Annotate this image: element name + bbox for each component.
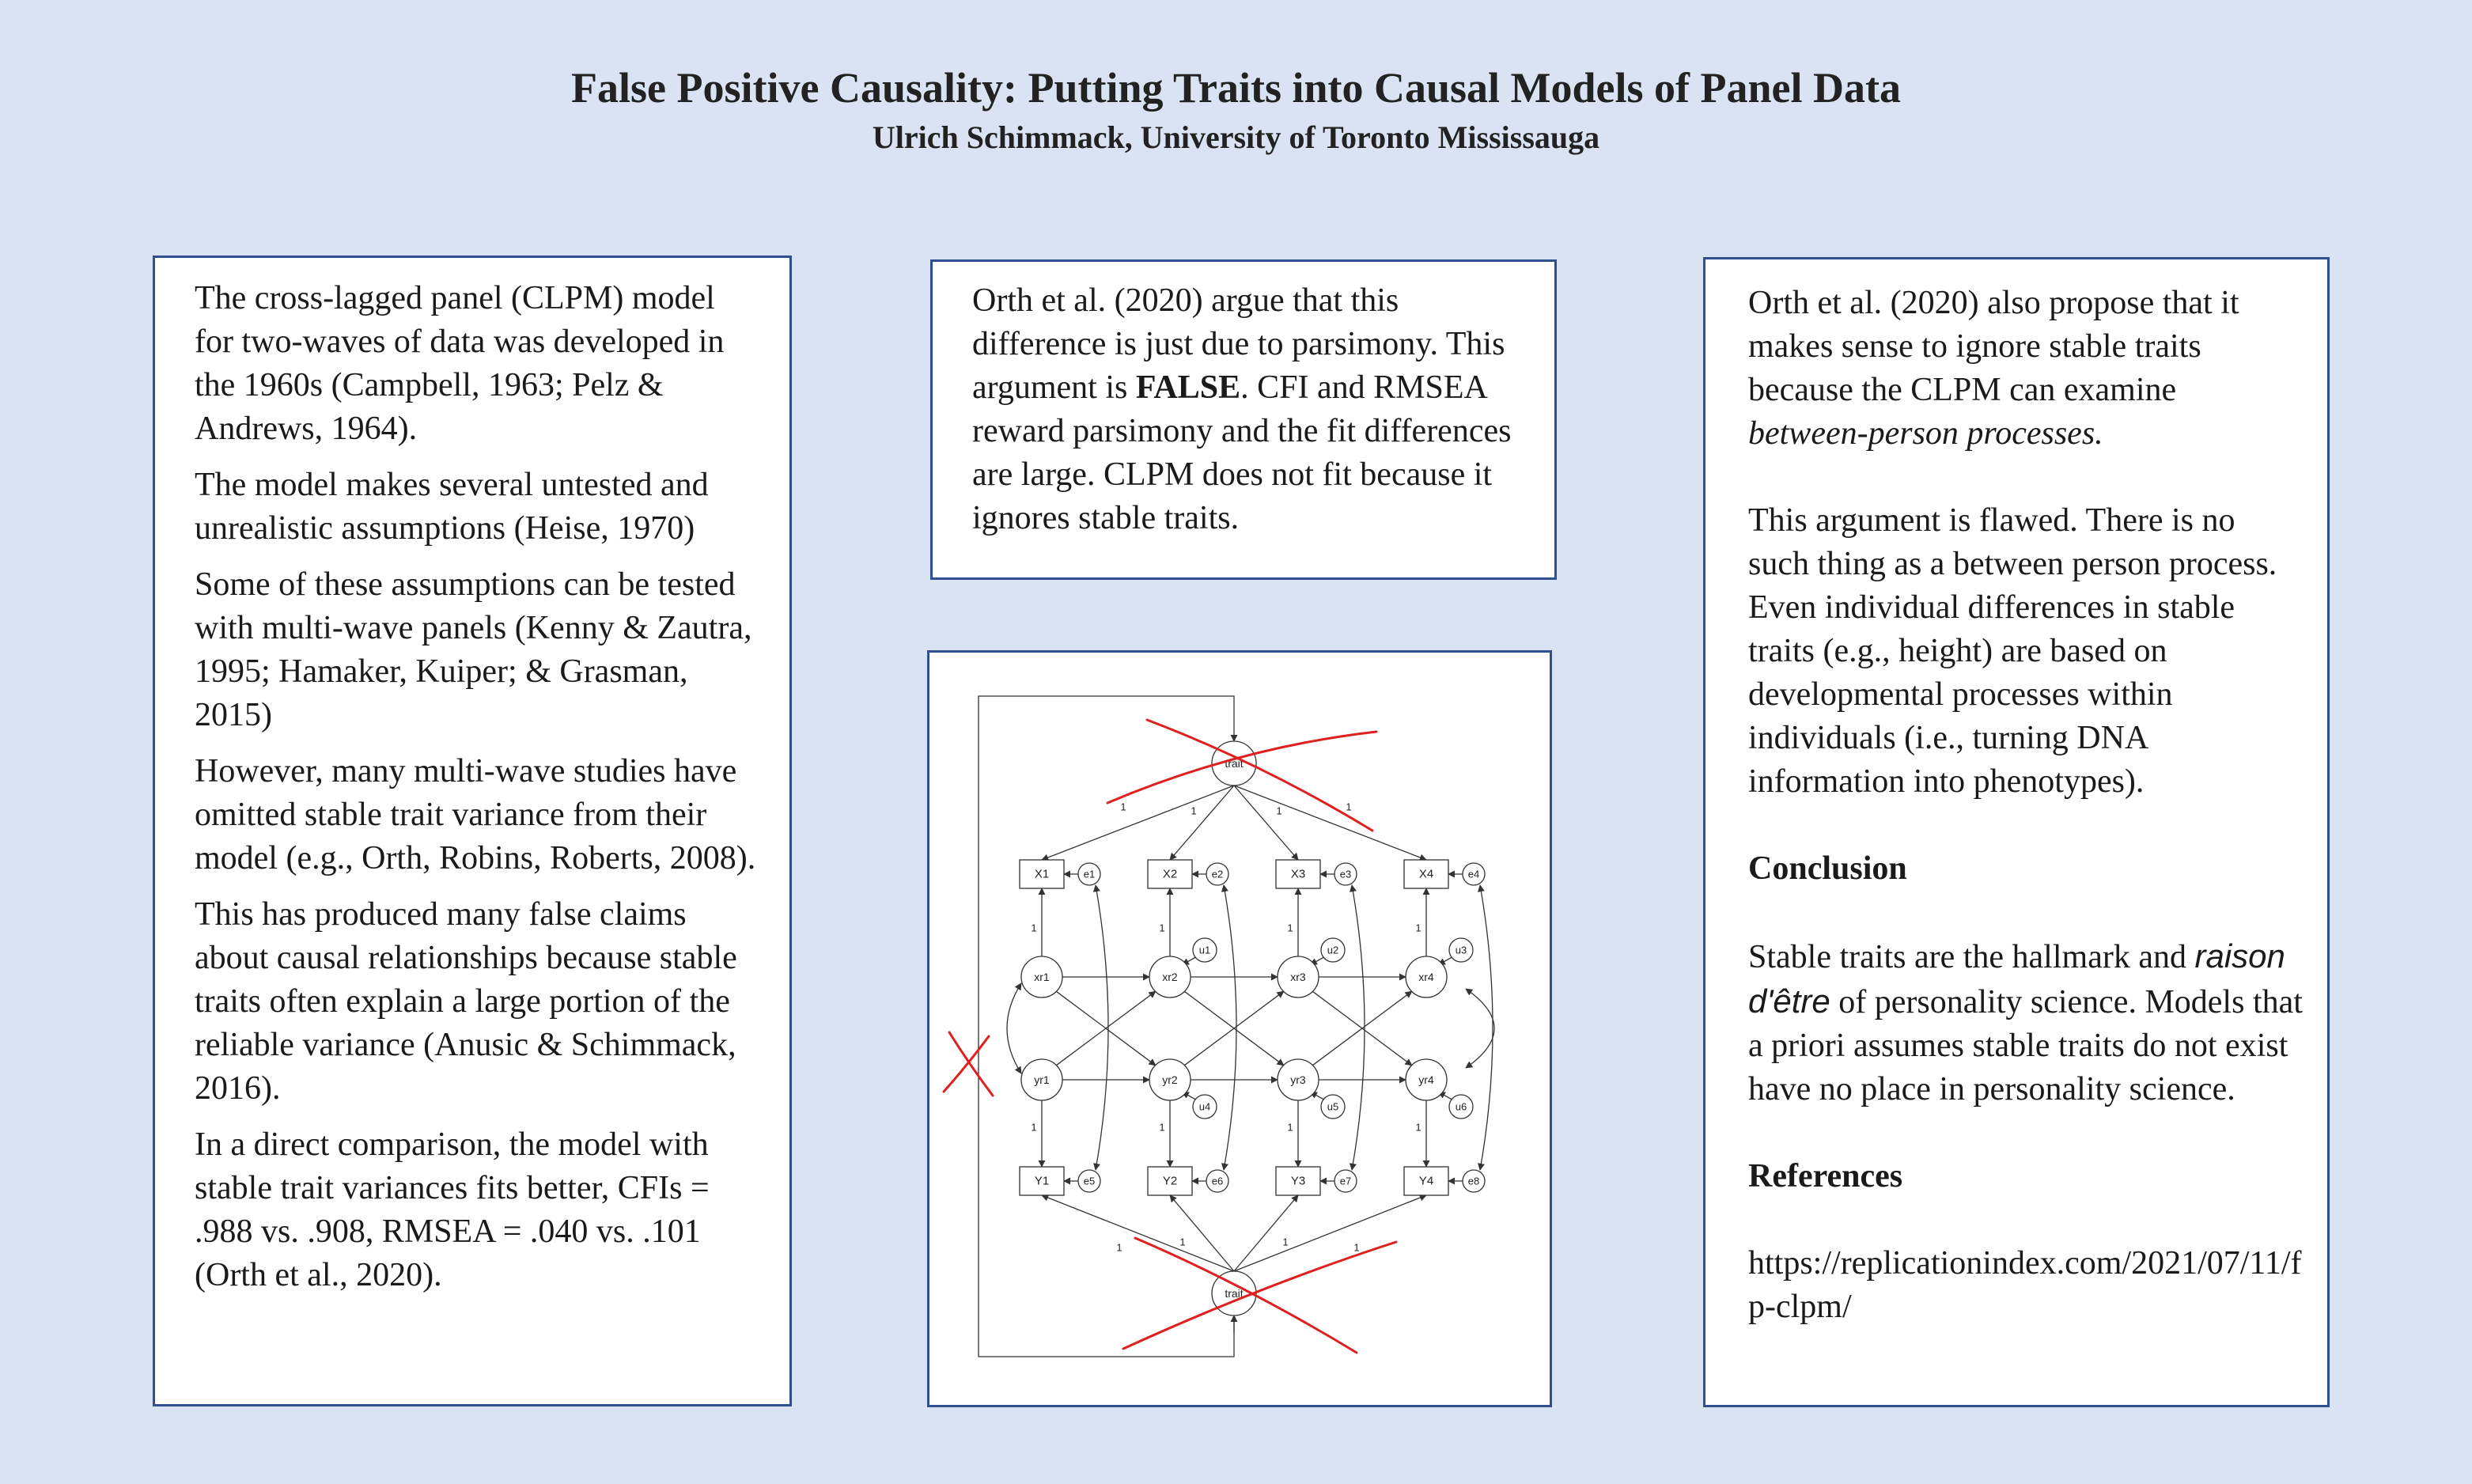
trait-loading-y bbox=[1234, 1195, 1298, 1271]
loading-label: 1 bbox=[1287, 922, 1293, 934]
indicator-y-label: Y3 bbox=[1290, 1174, 1306, 1188]
factor-xr-label: xr4 bbox=[1418, 971, 1434, 983]
loading-label: 1 bbox=[1120, 801, 1126, 813]
loading-label: 1 bbox=[1031, 1121, 1037, 1134]
cross-mark-bottom bbox=[1123, 1242, 1396, 1349]
indicator-y-label: Y2 bbox=[1162, 1174, 1178, 1188]
loading-label: 1 bbox=[1415, 1121, 1421, 1134]
residual-x-label: e3 bbox=[1339, 868, 1352, 880]
disturbance-y-label: u4 bbox=[1198, 1100, 1211, 1113]
middle-text-start: Orth et al. (2020) argue that this difference is just due to parsimony. This argument is bbox=[972, 282, 1505, 406]
loading-label: 1 bbox=[1191, 804, 1197, 817]
left-panel bbox=[153, 256, 792, 1406]
conclusion-text-end: of personality science. Models that a priori assumes stable traits do not exist have no place in personality science. bbox=[1748, 984, 2303, 1107]
false-emphasis: FALSE bbox=[1135, 369, 1241, 406]
conclusion-heading: Conclusion bbox=[1748, 850, 1907, 887]
middle-paragraph bbox=[972, 279, 1531, 540]
left-paragraph: However, many multi-wave studies have omitted stable trait variance from their model (e.g., Orth, Robins, Roberts, 2008). bbox=[195, 753, 756, 876]
residual-x-label: e1 bbox=[1083, 868, 1096, 880]
trait-loading-y bbox=[1042, 1195, 1234, 1271]
loading-label: 1 bbox=[1159, 1121, 1165, 1134]
cross-mark-left bbox=[944, 1036, 989, 1092]
left-paragraph: The cross-lagged panel (CLPM) model for two-waves of data was developed in the 1960s (Campbell, 1963; Pelz & Andrews, 1964). bbox=[195, 280, 725, 447]
factor-xr-label: xr3 bbox=[1290, 971, 1306, 983]
loading-label: 1 bbox=[1179, 1236, 1186, 1248]
left-paragraph: This has produced many false claims about causal relationships because stable traits often explain a large portion of the reliable variance (Anusic & Schimmack, 2016). bbox=[195, 896, 737, 1107]
factor-xr-label: xr1 bbox=[1034, 971, 1050, 983]
factor-yr-label: yr3 bbox=[1290, 1073, 1306, 1086]
right-p1-italic: between-person processes. bbox=[1748, 415, 2103, 452]
trait-factor-bottom-label: trait bbox=[1225, 1287, 1244, 1300]
left-paragraph: Some of these assumptions can be tested with multi-wave panels (Kenny & Zautra, 1995; Hamaker, Kuiper; & Grasman, 2015) bbox=[195, 566, 752, 733]
right-p1-text: Orth et al. (2020) also propose that it makes sense to ignore stable traits because the CLPM can examine bbox=[1748, 285, 2239, 408]
right-panel bbox=[1703, 257, 2330, 1407]
reference-link[interactable]: https://replicationindex.com/2021/07/11/fp-clpm/ bbox=[1748, 1245, 2302, 1325]
residual-y-label: e7 bbox=[1339, 1175, 1352, 1187]
trait-factor-top-label: trait bbox=[1225, 757, 1244, 770]
residual-y-label: e8 bbox=[1467, 1175, 1480, 1187]
trait-loading-x bbox=[1234, 786, 1298, 860]
poster-author: Ulrich Schimmack, University of Toronto Mississauga bbox=[872, 119, 1600, 155]
factor-yr-label: yr4 bbox=[1418, 1073, 1434, 1086]
sem-path-diagram bbox=[929, 653, 1550, 1405]
loading-label: 1 bbox=[1282, 1236, 1289, 1248]
residual-y-label: e5 bbox=[1083, 1175, 1096, 1187]
trait-loading-x bbox=[1170, 786, 1234, 860]
disturbance-covariance bbox=[1466, 989, 1494, 1068]
residual-x-label: e4 bbox=[1467, 868, 1480, 880]
right-paragraph-2: This argument is flawed. There is no such thing as a between person process. Even individual differences in stable traits (e.g., height) are based on developmental processes within individuals (i.e., turning DNA information into phenotypes). bbox=[1748, 502, 2277, 800]
disturbance-y-label: u5 bbox=[1327, 1100, 1339, 1113]
loading-label: 1 bbox=[1159, 922, 1165, 934]
conclusion-paragraph bbox=[1748, 934, 2304, 1111]
residual-covariance bbox=[1480, 885, 1493, 1170]
residual-y-label: e6 bbox=[1211, 1175, 1224, 1187]
figure-panel bbox=[927, 650, 1552, 1407]
conclusion-text-start: Stable traits are the hallmark and bbox=[1748, 939, 2195, 975]
conclusion-italic: raison d'être bbox=[1748, 937, 2285, 1020]
right-paragraph-1 bbox=[1748, 282, 2304, 456]
indicator-x-label: X1 bbox=[1034, 867, 1050, 881]
cross-mark-left bbox=[949, 1032, 993, 1096]
loading-label: 1 bbox=[1276, 804, 1282, 817]
trait-loop-path bbox=[979, 696, 1234, 1357]
loading-label: 1 bbox=[1353, 1241, 1360, 1254]
loading-label: 1 bbox=[1287, 1121, 1293, 1134]
indicator-x-label: X4 bbox=[1418, 867, 1434, 881]
indicator-x-label: X2 bbox=[1162, 867, 1178, 881]
trait-loading-x bbox=[1234, 786, 1426, 860]
indicator-x-label: X3 bbox=[1290, 867, 1306, 881]
disturbance-x-label: u1 bbox=[1198, 944, 1211, 956]
disturbance-x-label: u3 bbox=[1455, 944, 1467, 956]
wave1-covariance bbox=[1007, 983, 1021, 1073]
middle-panel bbox=[930, 259, 1557, 580]
loading-label: 1 bbox=[1415, 922, 1421, 934]
trait-loading-y bbox=[1234, 1195, 1426, 1271]
disturbance-y-label: u6 bbox=[1455, 1100, 1467, 1113]
left-paragraph: In a direct comparison, the model with stable trait variances fits better, CFIs = .988 vs. .908, RMSEA = .040 vs. .101 (Orth et al., 2020). bbox=[195, 1126, 710, 1293]
factor-yr-label: yr1 bbox=[1034, 1073, 1050, 1086]
middle-text-end: . CFI and RMSEA reward parsimony and the fit differences are large. CLPM does not fit because it ignores stable traits. bbox=[972, 369, 1512, 536]
trait-loading-x bbox=[1042, 786, 1234, 860]
factor-xr-label: xr2 bbox=[1162, 971, 1178, 983]
disturbance-x-label: u2 bbox=[1327, 944, 1339, 956]
poster-title: False Positive Causality: Putting Traits into Causal Models of Panel Data bbox=[571, 64, 1901, 112]
indicator-y-label: Y4 bbox=[1418, 1174, 1434, 1188]
factor-yr-label: yr2 bbox=[1162, 1073, 1178, 1086]
left-paragraph: The model makes several untested and unrealistic assumptions (Heise, 1970) bbox=[195, 467, 709, 547]
references-heading: References bbox=[1748, 1158, 1903, 1194]
residual-x-label: e2 bbox=[1211, 868, 1224, 880]
loading-label: 1 bbox=[1346, 801, 1352, 813]
loading-label: 1 bbox=[1031, 922, 1037, 934]
trait-loading-y bbox=[1170, 1195, 1234, 1271]
indicator-y-label: Y1 bbox=[1034, 1174, 1050, 1188]
loading-label: 1 bbox=[1116, 1241, 1122, 1254]
